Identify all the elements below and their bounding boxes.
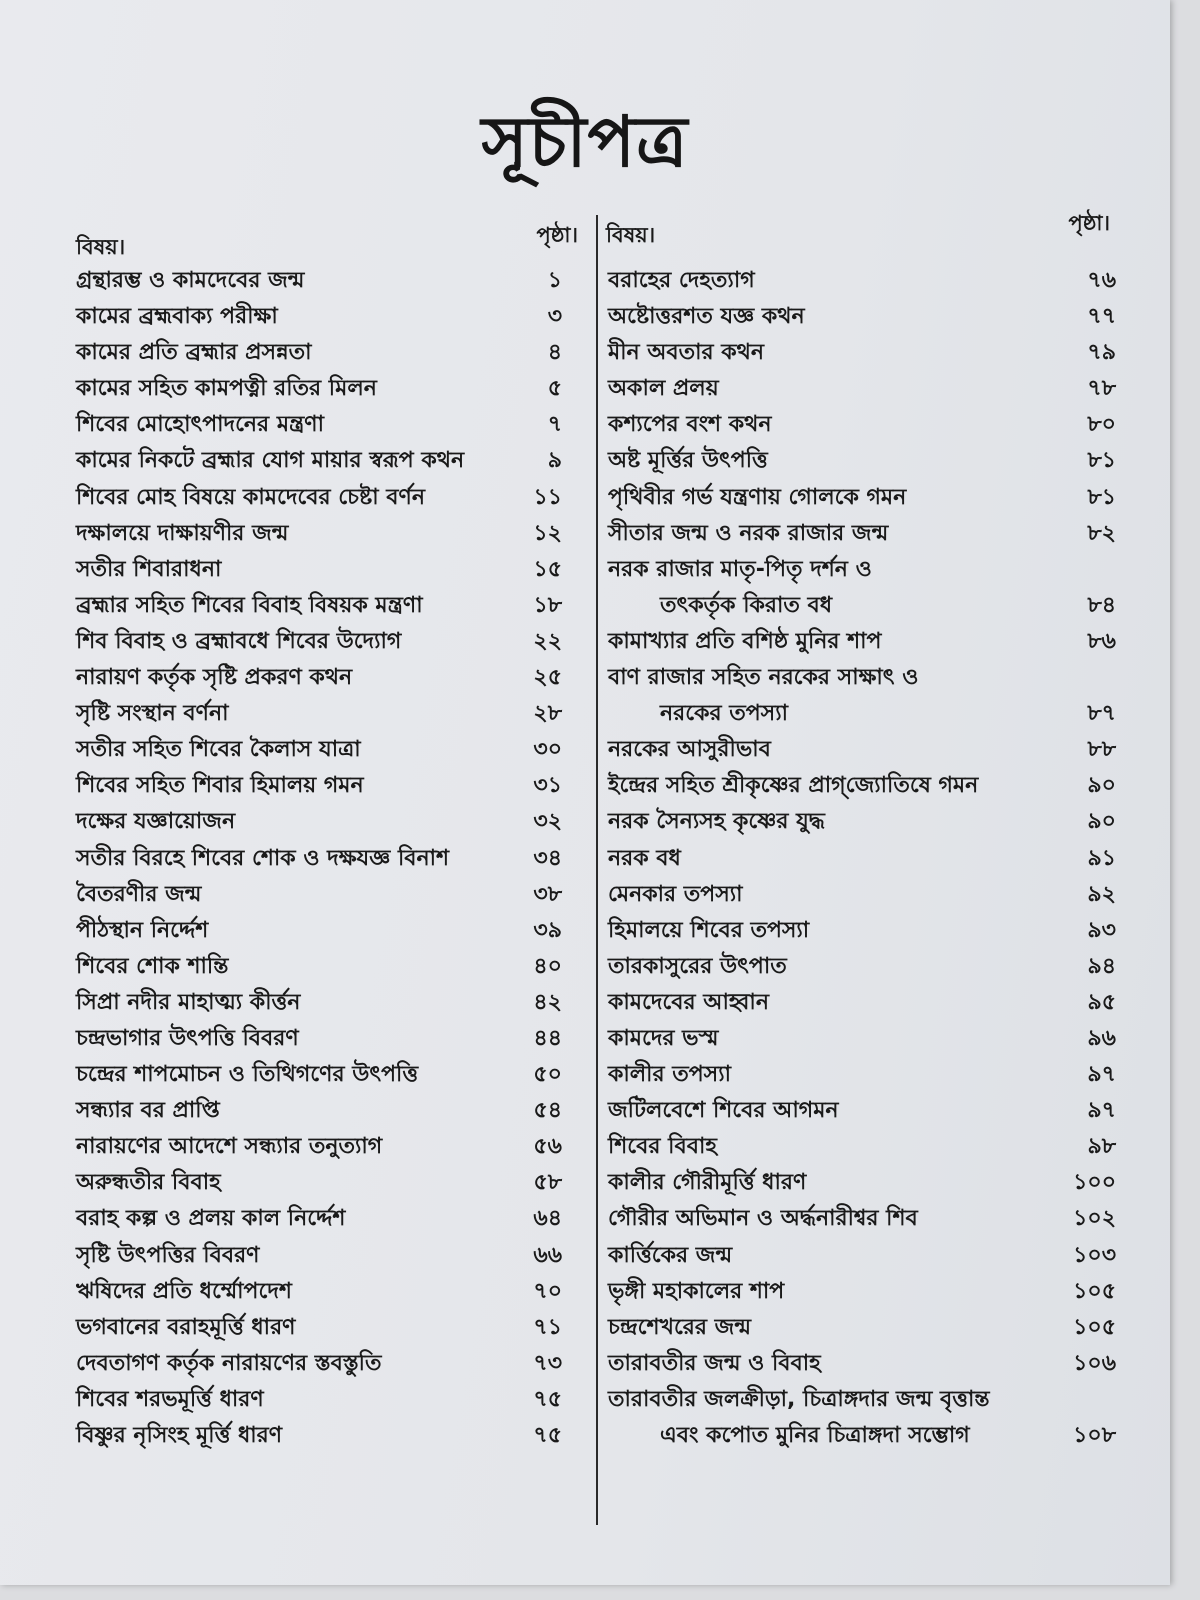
toc-entry-page: ১০৫: [1073, 1278, 1116, 1304]
toc-entry-subject: জটিলবেশে শিবের আগমন: [608, 1098, 839, 1124]
toc-entry-page: ৯৬: [1087, 1025, 1116, 1051]
toc-entry-page: ৮২: [1087, 520, 1116, 546]
toc-entry-subject: শিবের মোহ বিষয়ে কামদেবের চেষ্টা বর্ণন: [76, 484, 425, 510]
toc-entry: [596, 1051, 1132, 1087]
toc-entry: [72, 546, 584, 582]
toc-entry-page: ৮১: [1087, 448, 1116, 474]
toc-entry: [72, 401, 584, 437]
toc-entry-subject: ঋষিদের প্রতি ধর্ম্মোপদেশ: [76, 1278, 292, 1304]
toc-entry-subject: পীঠস্থান নির্দ্দেশ: [76, 917, 209, 943]
subject-header: বিষয়।: [606, 223, 656, 247]
toc-entry-page: ২২: [533, 628, 562, 654]
toc-entry: [596, 582, 1132, 618]
toc-entry-subject: শিবের মোহোৎপাদনের মন্ত্রণা: [76, 412, 324, 438]
toc-entry-page: ৬৬: [533, 1242, 562, 1268]
toc-entry-subject: মেনকার তপস্যা: [608, 881, 743, 907]
toc-entry: [596, 546, 1132, 582]
toc-entry-subject: নরক রাজার মাতৃ-পিতৃ দর্শন ও: [608, 556, 872, 582]
toc-entry: [596, 510, 1132, 546]
toc-entry-page: ৯৫: [1087, 989, 1116, 1015]
toc-entry-subject: কামদেবের আহ্বান: [608, 989, 769, 1015]
toc-entry: [596, 1123, 1132, 1159]
toc-entry-page: ৭৬: [1087, 268, 1116, 293]
toc-entry-subject: পৃথিবীর গর্ভ যন্ত্রণায় গোলকে গমন: [608, 484, 907, 510]
toc-entry: [72, 1412, 584, 1448]
toc-entry-subject: দক্ষালয়ে দাক্ষায়ণীর জন্ম: [76, 520, 289, 546]
toc-entry-page: ৮৬: [1087, 628, 1116, 654]
toc-entry: [72, 1340, 584, 1376]
toc-entry-subject: বরাহের দেহত্যাগ: [608, 268, 755, 293]
toc-entry-page: ১০৬: [1073, 1350, 1116, 1376]
toc-entry: [596, 871, 1132, 907]
toc-entry: [596, 437, 1132, 473]
toc-entry-page: ৭৩: [533, 1350, 562, 1376]
toc-entry-page: ১১: [533, 484, 562, 510]
toc-entry-subject: বাণ রাজার সহিত নরকের সাক্ষাৎ ও: [608, 665, 919, 691]
toc-entry: [72, 1159, 584, 1195]
toc-entry-subject: হিমালয়ে শিবের তপস্যা: [608, 917, 810, 943]
toc-entry: [72, 365, 584, 401]
toc-entry: [72, 1232, 584, 1268]
toc-entry-subject: মীন অবতার কথন: [608, 340, 765, 366]
toc-entry-subject: সতীর শিবারাধনা: [76, 556, 222, 582]
toc-entry-subject: কালীর গৌরীমূর্ত্তি ধারণ: [608, 1170, 807, 1196]
toc-entry-subject: তারকাসুরের উৎপাত: [608, 953, 787, 979]
toc-entry: [596, 654, 1132, 690]
toc-entry-subject: চন্দ্রশেখরের জন্ম: [608, 1314, 752, 1340]
toc-left-list: [72, 257, 584, 1448]
toc-entry-page: ৯: [547, 448, 562, 474]
toc-entry: [72, 690, 584, 726]
toc-entry-page: ৮৪: [1087, 592, 1116, 618]
toc-entry-subject: ইন্দ্রের সহিত শ্রীকৃষ্ণের প্রাগ্‌জ্যোতিষে গমন: [608, 773, 979, 799]
toc-header-left: [72, 205, 584, 257]
toc-entry-subject: কার্ত্তিকের জন্ম: [608, 1242, 733, 1268]
toc-header-right: [596, 205, 1132, 257]
toc-entry-subject: ভৃঙ্গী মহাকালের শাপ: [608, 1278, 785, 1304]
toc-entry-page: ৩৮: [533, 881, 562, 907]
toc-entry-page: ৪০: [533, 953, 562, 979]
toc-entry-page: ১: [547, 268, 562, 293]
toc-entry: [72, 835, 584, 871]
toc-entry-subject: শিবের শরভমূর্ত্তি ধারণ: [76, 1386, 264, 1412]
toc-entry-subject: কামের নিকটে ব্রহ্মার যোগ মায়ার স্বরূপ কথন: [76, 448, 465, 474]
page-header: পৃষ্ঠা।: [1068, 211, 1110, 235]
toc-entry-subject: চন্দ্রের শাপমোচন ও তিথিগণের উৎপত্তি: [76, 1062, 419, 1088]
toc-entry: [596, 329, 1132, 365]
toc-entry-page: ১০৩: [1073, 1242, 1116, 1268]
toc-entry: [596, 1412, 1132, 1448]
toc-entry: [72, 1195, 584, 1231]
toc-entry-page: ৩১: [533, 773, 562, 799]
toc-entry-page: ১০২: [1073, 1206, 1116, 1232]
toc-entry-page: ৭১: [533, 1314, 562, 1340]
toc-entry: [72, 1087, 584, 1123]
page-title: সূচীপত্র: [481, 101, 689, 183]
toc-entry-page: ১০০: [1073, 1170, 1116, 1196]
toc-entry: [596, 1015, 1132, 1051]
toc-entry-page: ৯০: [1087, 809, 1116, 835]
toc-entry-page: ৫: [547, 376, 562, 402]
toc-entry-subject: শিবের বিবাহ: [608, 1134, 717, 1160]
toc-entry-page: ১৫: [533, 556, 562, 582]
toc-entry-subject: সন্ধ্যার বর প্রাপ্তি: [76, 1098, 220, 1124]
toc-entry-subject: নরক বধ: [608, 845, 681, 871]
toc-entry-page: ২৫: [533, 665, 562, 691]
toc-entry-subject: নরকের আসুরীভাব: [608, 737, 771, 763]
toc-entry-page: ২৮: [533, 701, 562, 727]
toc-entry: [596, 1159, 1132, 1195]
toc-entry-page: ৭০: [533, 1278, 562, 1304]
toc-entry: [72, 1123, 584, 1159]
toc-entry-subject: সতীর সহিত শিবের কৈলাস যাত্রা: [76, 737, 361, 763]
toc-entry: [72, 907, 584, 943]
toc-entry: [72, 1268, 584, 1304]
toc-entry: [596, 474, 1132, 510]
toc-entry-subject: কশ্যপের বংশ কথন: [608, 412, 772, 438]
toc-entry-page: ৪: [547, 340, 562, 366]
toc-entry-subject: দেবতাগণ কর্তৃক নারায়ণের স্তবস্তুতি: [76, 1350, 382, 1376]
toc-entry: [72, 979, 584, 1015]
toc-entry-subject: নরকের তপস্যা: [660, 701, 788, 727]
toc-entry: [72, 1015, 584, 1051]
toc-entry-page: ৩: [547, 304, 562, 330]
toc-entry: [596, 1340, 1132, 1376]
toc-entry: [72, 726, 584, 762]
toc-entry: [72, 582, 584, 618]
toc-entry-subject: কামাখ্যার প্রতি বশিষ্ঠ মুনির শাপ: [608, 628, 882, 654]
toc-entry: [596, 293, 1132, 329]
toc-entry-subject: অষ্ট মূর্ত্তির উৎপত্তি: [608, 448, 768, 474]
toc-entry-subject: চন্দ্রভাগার উৎপত্তি বিবরণ: [76, 1025, 299, 1051]
toc-entry: [72, 1051, 584, 1087]
toc-entry: [72, 1376, 584, 1412]
toc-entry: [596, 1195, 1132, 1231]
toc-right-list: [596, 257, 1132, 1448]
toc-entry: [596, 762, 1132, 798]
toc-entry-subject: বরাহ কল্প ও প্রলয় কাল নির্দ্দেশ: [76, 1206, 346, 1232]
toc-entry: [596, 1232, 1132, 1268]
toc-entry: [596, 690, 1132, 726]
toc-entry-subject: নারায়ণের আদেশে সন্ধ্যার তনুত্যাগ: [76, 1134, 383, 1160]
toc-entry-subject: কামের প্রতি ব্রহ্মার প্রসন্নতা: [76, 340, 312, 366]
toc-entry-subject: দক্ষের যজ্ঞায়োজন: [76, 809, 236, 835]
toc-entry: [72, 871, 584, 907]
toc-entry-page: ৮৭: [1087, 701, 1116, 727]
toc-entry-subject: সতীর বিরহে শিবের শোক ও দক্ষযজ্ঞ বিনাশ: [76, 845, 450, 871]
toc-entry-page: ৯১: [1087, 845, 1116, 871]
toc-entry: [596, 798, 1132, 834]
toc-entry-subject: শিবের শোক শান্তি: [76, 953, 229, 979]
toc-entry-page: ৯২: [1087, 881, 1116, 907]
toc-entry-page: ৭৫: [533, 1386, 562, 1412]
toc-entry: [596, 943, 1132, 979]
toc-entry-page: ৯৭: [1087, 1098, 1116, 1124]
toc-entry: [596, 618, 1132, 654]
toc-entry-page: ৬৪: [533, 1206, 562, 1232]
toc-entry: [596, 401, 1132, 437]
toc-entry-subject: এবং কপোত মুনির চিত্রাঙ্গদা সম্ভোগ: [660, 1423, 970, 1448]
toc-entry-page: ৭৭: [1087, 304, 1116, 330]
toc-entry-subject: অকাল প্রলয়: [608, 376, 719, 402]
toc-entry-page: ৩৯: [533, 917, 562, 943]
toc-entry-page: ৪২: [533, 989, 562, 1015]
toc-entry-page: ৭: [547, 412, 562, 438]
toc-entry: [72, 618, 584, 654]
toc-entry-page: ৫৮: [533, 1170, 562, 1196]
toc-entry-page: ৭৮: [1087, 376, 1116, 402]
toc-entry-page: ৯৭: [1087, 1062, 1116, 1088]
toc-entry: [596, 726, 1132, 762]
toc-entry: [72, 943, 584, 979]
toc-entry-page: ১৮: [533, 592, 562, 618]
toc-entry-subject: অরুন্ধতীর বিবাহ: [76, 1170, 221, 1196]
toc-entry-subject: গৌরীর অভিমান ও অর্দ্ধনারীশ্বর শিব: [608, 1206, 918, 1232]
toc-entry: [596, 835, 1132, 871]
toc-entry-page: ৭৯: [1087, 340, 1116, 366]
toc-entry: [72, 293, 584, 329]
toc-entry: [72, 329, 584, 365]
toc-entry-subject: বৈতরণীর জন্ম: [76, 881, 202, 907]
toc-entry-subject: বিষ্ণুর নৃসিংহ মূর্ত্তি ধারণ: [76, 1423, 283, 1448]
toc-entry-subject: কামের সহিত কামপত্নী রতির মিলন: [76, 376, 377, 402]
toc-entry-subject: ভগবানের বরাহমূর্ত্তি ধারণ: [76, 1314, 296, 1340]
toc-entry: [72, 257, 584, 293]
toc-entry-subject: শিবের সহিত শিবার হিমালয় গমন: [76, 773, 364, 799]
toc-entry-page: ৩০: [533, 737, 562, 763]
toc-entry-page: ৫০: [533, 1062, 562, 1088]
toc-right-column: [596, 205, 1132, 1448]
toc-entry-subject: গ্রন্থারম্ভ ও কামদেবের জন্ম: [76, 268, 305, 293]
toc-entry-page: ৩২: [533, 809, 562, 835]
toc-entry: [596, 907, 1132, 943]
toc-entry-subject: তারাবতীর জলক্রীড়া, চিত্রাঙ্গদার জন্ম বৃত্তান্ত: [608, 1386, 990, 1412]
subject-header: বিষয়।: [76, 235, 126, 259]
toc-entry: [72, 798, 584, 834]
toc-entry-page: ৯৪: [1087, 953, 1116, 979]
toc-entry: [596, 979, 1132, 1015]
toc-entry-subject: কামদের ভস্ম: [608, 1025, 719, 1051]
toc-entry-subject: নরক সৈন্যসহ কৃষ্ণের যুদ্ধ: [608, 809, 825, 835]
toc-entry-page: ৭৫: [533, 1423, 562, 1448]
toc-entry-subject: সীতার জন্ম ও নরক রাজার জন্ম: [608, 520, 889, 546]
toc-entry-subject: সৃষ্টি উৎপত্তির বিবরণ: [76, 1242, 260, 1268]
toc-entry: [72, 510, 584, 546]
toc-entry-page: ৩৪: [533, 845, 562, 871]
toc-entry: [596, 257, 1132, 293]
page-header: পৃষ্ঠা।: [536, 223, 578, 247]
toc-entry-subject: কামের ব্রহ্মবাক্য পরীক্ষা: [76, 304, 278, 330]
toc-entry: [72, 474, 584, 510]
toc-entry-page: ১২: [533, 520, 562, 546]
toc-entry: [596, 1376, 1132, 1412]
toc-entry-page: ৪৪: [533, 1025, 562, 1051]
toc-entry-page: ৫৬: [533, 1134, 562, 1160]
toc-entry-page: ১০৮: [1073, 1423, 1116, 1448]
toc-entry-page: ৮০: [1087, 412, 1116, 438]
toc-entry-subject: ব্রহ্মার সহিত শিবের বিবাহ বিষয়ক মন্ত্রণা: [76, 592, 423, 618]
toc-entry-page: ৯০: [1087, 773, 1116, 799]
toc-entry: [596, 1087, 1132, 1123]
toc-entry-page: ৯৩: [1087, 917, 1116, 943]
toc-entry-subject: অষ্টোত্তরশত যজ্ঞ কথন: [608, 304, 805, 330]
toc-entry-page: ৯৮: [1087, 1134, 1116, 1160]
toc-entry: [72, 1304, 584, 1340]
toc-entry-subject: সৃষ্টি সংস্থান বর্ণনা: [76, 701, 229, 727]
toc-entry-page: ৮১: [1087, 484, 1116, 510]
toc-entry-page: ১০৫: [1073, 1314, 1116, 1340]
toc-entry-subject: সিপ্রা নদীর মাহাত্ম্য কীর্ত্তন: [76, 989, 301, 1015]
toc-entry: [72, 762, 584, 798]
toc-entry: [596, 1268, 1132, 1304]
toc-entry: [72, 437, 584, 473]
toc-entry-page: ৮৮: [1087, 737, 1116, 763]
toc-entry: [596, 1304, 1132, 1340]
toc-entry-subject: তারাবতীর জন্ম ও বিবাহ: [608, 1350, 821, 1376]
toc-entry: [72, 654, 584, 690]
toc-left-column: [72, 205, 584, 1448]
toc-entry-subject: তৎকর্তৃক কিরাত বধ: [660, 592, 833, 618]
toc-entry-subject: কালীর তপস্যা: [608, 1062, 731, 1088]
toc-entry-subject: নারায়ণ কর্তৃক সৃষ্টি প্রকরণ কথন: [76, 665, 353, 691]
toc-entry: [596, 365, 1132, 401]
toc-entry-subject: শিব বিবাহ ও ব্রহ্মাবধে শিবের উদ্যোগ: [76, 628, 402, 654]
toc-entry-page: ৫৪: [533, 1098, 562, 1124]
